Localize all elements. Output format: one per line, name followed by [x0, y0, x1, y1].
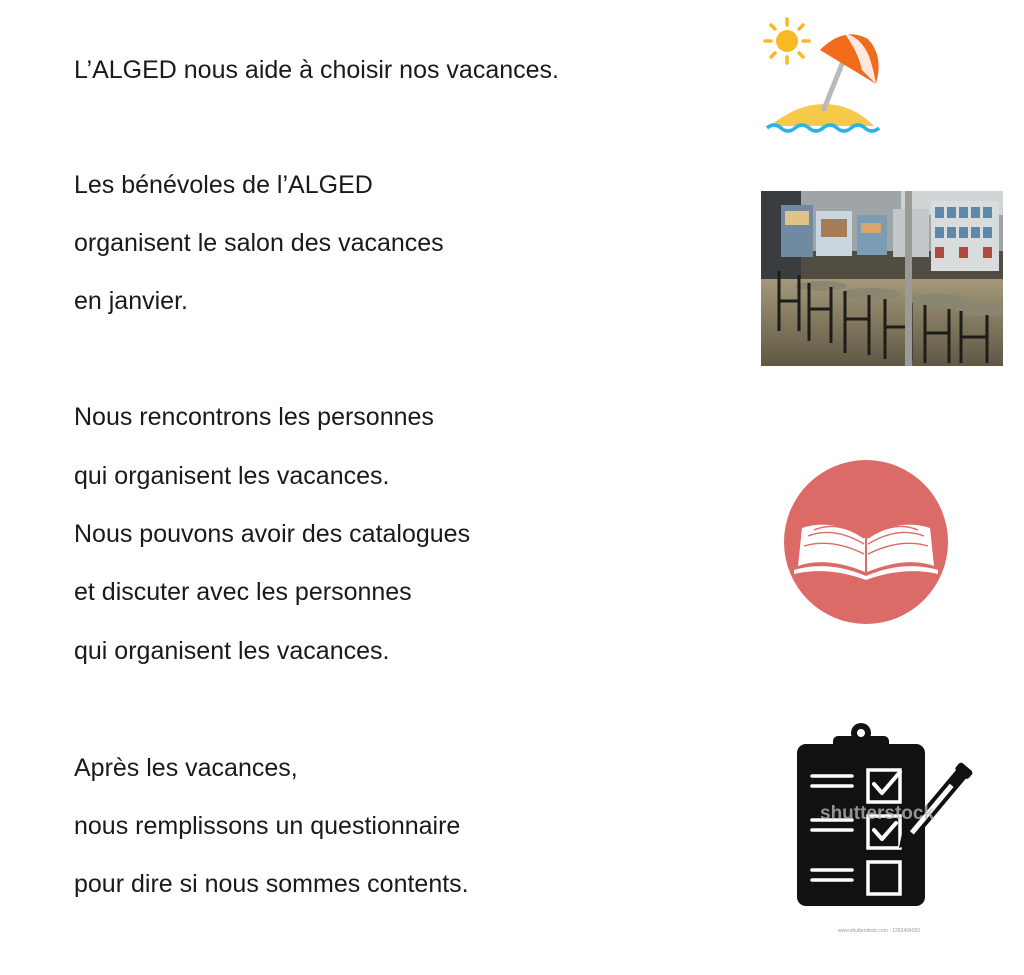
text-line: qui organisent les vacances.	[74, 462, 390, 490]
text-line: L’ALGED nous aide à choisir nos vacances.	[74, 56, 559, 84]
text-line: en janvier.	[74, 287, 188, 315]
text-line: pour dire si nous sommes contents.	[74, 870, 469, 898]
text-line: Nous pouvons avoir des catalogues	[74, 520, 471, 548]
open-book-icon	[784, 460, 948, 624]
watermark-text: shutterstock	[820, 803, 935, 824]
text-line: et discuter avec les personnes	[74, 578, 412, 606]
text-line: qui organisent les vacances.	[74, 637, 390, 665]
text-line: nous remplissons un questionnaire	[74, 812, 461, 840]
beach-umbrella-icon	[762, 16, 887, 138]
text-line: Après les vacances,	[74, 754, 298, 782]
text-line: Les bénévoles de l’ALGED	[74, 171, 373, 199]
image-caption: www.shutterstock.com · 1292404093	[838, 928, 920, 934]
salon-photo	[761, 191, 1003, 366]
text-line: organisent le salon des vacances	[74, 229, 444, 257]
text-line: Nous rencontrons les personnes	[74, 403, 434, 431]
